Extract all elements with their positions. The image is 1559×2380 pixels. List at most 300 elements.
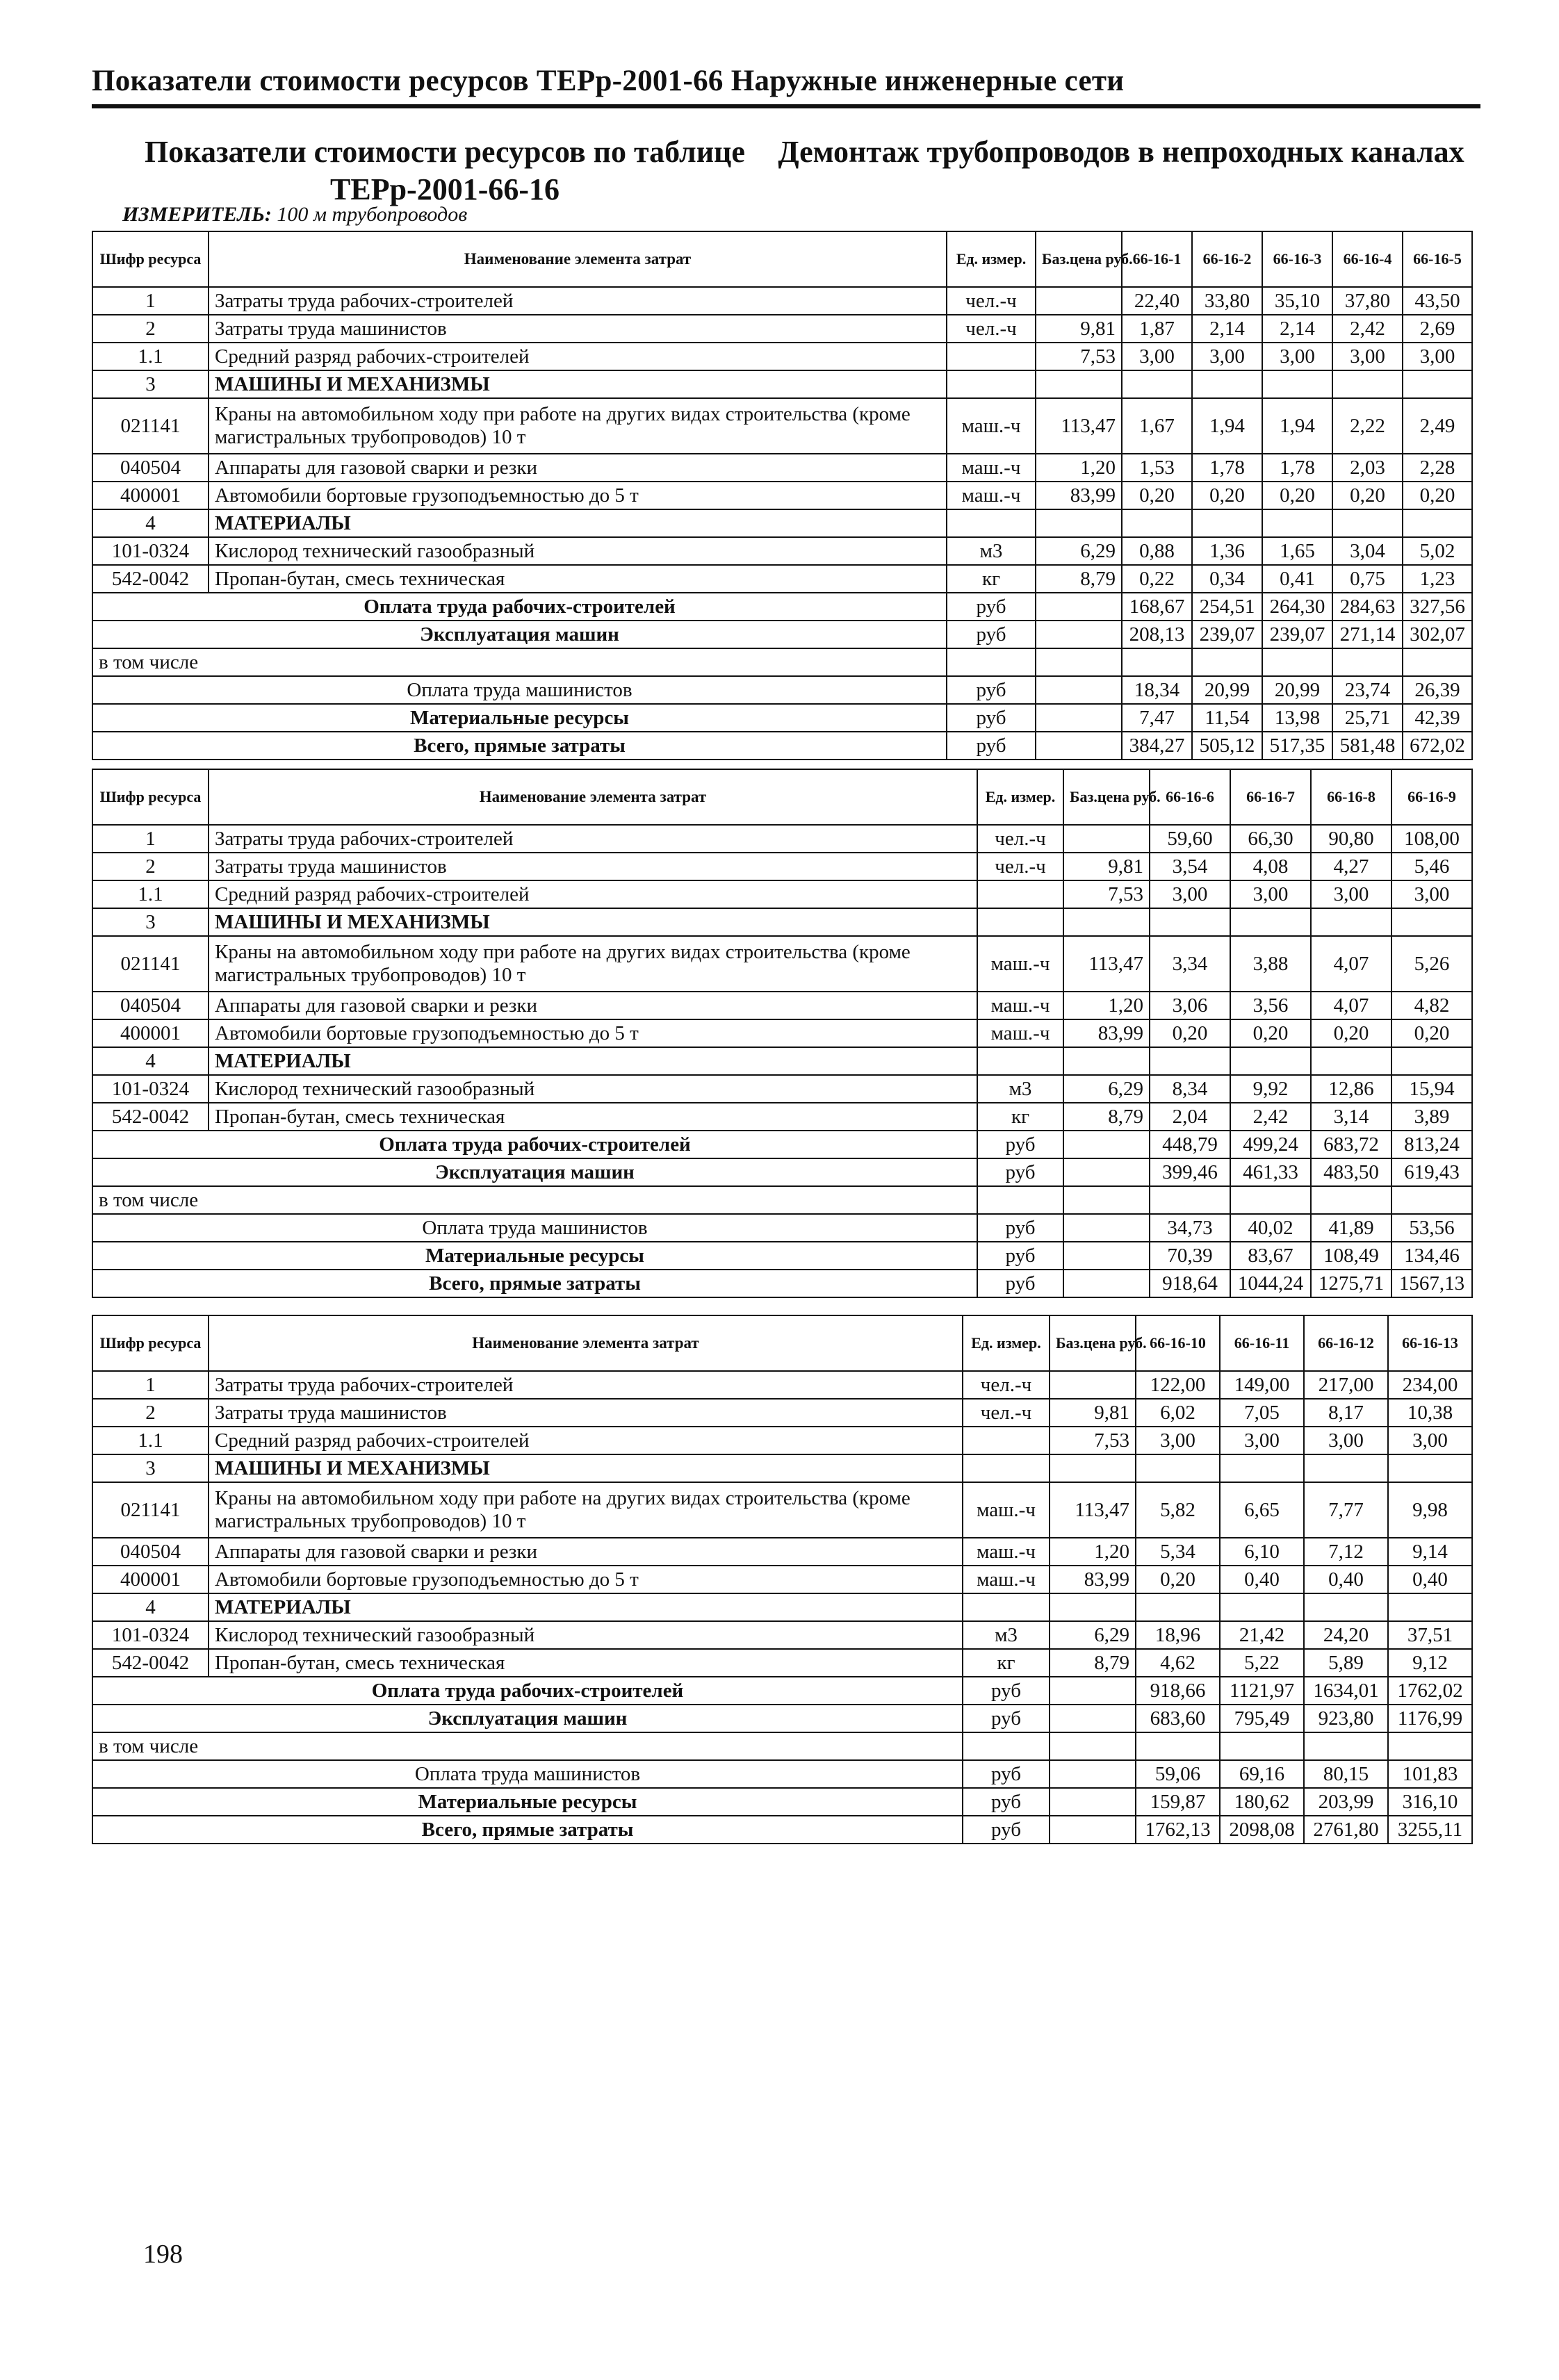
value-cell xyxy=(1403,648,1472,676)
value-cell: 3,00 xyxy=(1122,343,1192,370)
value-cell: 3,34 xyxy=(1150,936,1230,992)
value-cell: 0,20 xyxy=(1150,1019,1230,1047)
resource-table-1 xyxy=(92,231,1473,760)
summary-name: в том числе xyxy=(92,648,947,676)
summary-row xyxy=(92,593,1472,621)
unit-cell: м3 xyxy=(963,1621,1050,1649)
value-cell xyxy=(1304,1732,1388,1760)
summary-name: Всего, прямые затраты xyxy=(92,1270,977,1297)
value-cell: 264,30 xyxy=(1262,593,1332,621)
base-price-cell xyxy=(1063,1158,1150,1186)
value-cell: 3,00 xyxy=(1150,880,1230,908)
value-cell: 3,00 xyxy=(1220,1427,1304,1454)
base-price-cell xyxy=(1050,1454,1136,1482)
header-row xyxy=(92,231,1472,287)
unit-cell: чел.-ч xyxy=(977,853,1063,880)
resource-name: Аппараты для газовой сварки и резки xyxy=(209,992,977,1019)
value-cell xyxy=(1262,648,1332,676)
value-cell xyxy=(1262,370,1332,398)
value-cell: 3,00 xyxy=(1262,343,1332,370)
value-cell: 1,23 xyxy=(1403,565,1472,593)
value-cell: 9,12 xyxy=(1388,1649,1472,1677)
value-cell xyxy=(1136,1732,1220,1760)
running-header: Показатели стоимости ресурсов ТЕРр-2001-66 Наружные инженерные сети xyxy=(92,65,1125,97)
resource-name: Кислород технический газообразный xyxy=(209,537,947,565)
unit-cell xyxy=(947,370,1036,398)
value-cell: 0,88 xyxy=(1122,537,1192,565)
table-row xyxy=(92,1047,1472,1075)
table-row xyxy=(92,565,1472,593)
summary-row xyxy=(92,1270,1472,1297)
resource-name: Пропан-бутан, смесь техническая xyxy=(209,1103,977,1131)
resource-code: 3 xyxy=(92,370,209,398)
column-header-code: Шифр ресурса xyxy=(92,1315,209,1371)
unit-cell: маш.-ч xyxy=(977,1019,1063,1047)
value-cell: 7,47 xyxy=(1122,704,1192,732)
unit-cell: чел.-ч xyxy=(963,1371,1050,1399)
value-cell: 1044,24 xyxy=(1230,1270,1311,1297)
value-cell: 25,71 xyxy=(1332,704,1403,732)
summary-name: в том числе xyxy=(92,1732,963,1760)
table-title: Показатели стоимости ресурсов по таблице ТЕРр-2001-66-16 xyxy=(145,135,745,206)
value-cell xyxy=(1311,1186,1391,1214)
value-cell: 2,22 xyxy=(1332,398,1403,454)
value-cell: 918,66 xyxy=(1136,1677,1220,1705)
column-header-code: Шифр ресурса xyxy=(92,231,209,287)
value-cell: 1634,01 xyxy=(1304,1677,1388,1705)
resource-code: 040504 xyxy=(92,1538,209,1566)
value-cell: 18,34 xyxy=(1122,676,1192,704)
value-cell: 0,22 xyxy=(1122,565,1192,593)
section-title: Демонтаж трубопроводов в непроходных каналах xyxy=(778,135,1464,169)
value-cell: 3,00 xyxy=(1304,1427,1388,1454)
column-header-rate: 66-16-12 xyxy=(1304,1315,1388,1371)
value-cell: 70,39 xyxy=(1150,1242,1230,1270)
value-cell xyxy=(1150,1186,1230,1214)
value-cell: 7,05 xyxy=(1220,1399,1304,1427)
value-cell: 271,14 xyxy=(1332,621,1403,648)
unit-cell: руб xyxy=(947,621,1036,648)
summary-row xyxy=(92,1816,1472,1844)
value-cell: 20,99 xyxy=(1262,676,1332,704)
base-price-cell: 6,29 xyxy=(1050,1621,1136,1649)
value-cell: 1,78 xyxy=(1192,454,1262,482)
value-cell: 3,00 xyxy=(1192,343,1262,370)
value-cell: 7,12 xyxy=(1304,1538,1388,1566)
base-price-cell: 8,79 xyxy=(1036,565,1122,593)
resource-code: 4 xyxy=(92,509,209,537)
value-cell: 90,80 xyxy=(1311,825,1391,853)
value-cell: 8,34 xyxy=(1150,1075,1230,1103)
resource-name: Средний разряд рабочих-строителей xyxy=(209,1427,963,1454)
table-row xyxy=(92,992,1472,1019)
value-cell: 159,87 xyxy=(1136,1788,1220,1816)
summary-row xyxy=(92,732,1472,760)
summary-row xyxy=(92,1214,1472,1242)
value-cell: 795,49 xyxy=(1220,1705,1304,1732)
unit-cell: руб xyxy=(947,676,1036,704)
value-cell xyxy=(1192,370,1262,398)
value-cell: 101,83 xyxy=(1388,1760,1472,1788)
value-cell: 1,53 xyxy=(1122,454,1192,482)
base-price-cell: 113,47 xyxy=(1050,1482,1136,1538)
value-cell: 1,87 xyxy=(1122,315,1192,343)
summary-row xyxy=(92,704,1472,732)
base-price-cell: 7,53 xyxy=(1050,1427,1136,1454)
value-cell: 0,34 xyxy=(1192,565,1262,593)
value-cell: 3,00 xyxy=(1388,1427,1472,1454)
resource-code: 400001 xyxy=(92,1566,209,1593)
unit-cell: руб xyxy=(977,1242,1063,1270)
table-row xyxy=(92,370,1472,398)
value-cell: 0,20 xyxy=(1332,482,1403,509)
unit-cell: кг xyxy=(963,1649,1050,1677)
value-cell: 23,74 xyxy=(1332,676,1403,704)
value-cell: 0,75 xyxy=(1332,565,1403,593)
value-cell: 2761,80 xyxy=(1304,1816,1388,1844)
measure-value: 100 м трубопроводов xyxy=(277,203,468,226)
column-header-unit: Ед. измер. xyxy=(977,769,1063,825)
value-cell: 1762,02 xyxy=(1388,1677,1472,1705)
value-cell xyxy=(1220,1593,1304,1621)
value-cell: 22,40 xyxy=(1122,287,1192,315)
value-cell: 1,36 xyxy=(1192,537,1262,565)
resource-name: Затраты труда рабочих-строителей xyxy=(209,825,977,853)
summary-name: Оплата труда рабочих-строителей xyxy=(92,593,947,621)
value-cell xyxy=(1388,1732,1472,1760)
unit-cell xyxy=(963,1732,1050,1760)
value-cell xyxy=(1332,370,1403,398)
value-cell: 1,78 xyxy=(1262,454,1332,482)
resource-table-2 xyxy=(92,769,1473,1298)
base-price-cell: 83,99 xyxy=(1036,482,1122,509)
value-cell: 3255,11 xyxy=(1388,1816,1472,1844)
table-row xyxy=(92,825,1472,853)
value-cell xyxy=(1230,1047,1311,1075)
value-cell: 0,20 xyxy=(1403,482,1472,509)
value-cell: 217,00 xyxy=(1304,1371,1388,1399)
resource-code: 542-0042 xyxy=(92,1649,209,1677)
resource-name: МАШИНЫ И МЕХАНИЗМЫ xyxy=(209,370,947,398)
base-price-cell xyxy=(1050,1732,1136,1760)
value-cell: 0,20 xyxy=(1136,1566,1220,1593)
value-cell: 8,17 xyxy=(1304,1399,1388,1427)
value-cell: 208,13 xyxy=(1122,621,1192,648)
value-cell: 9,98 xyxy=(1388,1482,1472,1538)
value-cell: 5,34 xyxy=(1136,1538,1220,1566)
summary-row xyxy=(92,1186,1472,1214)
value-cell: 683,72 xyxy=(1311,1131,1391,1158)
value-cell: 18,96 xyxy=(1136,1621,1220,1649)
resource-name: Средний разряд рабочих-строителей xyxy=(209,880,977,908)
value-cell xyxy=(1391,1186,1472,1214)
value-cell: 37,51 xyxy=(1388,1621,1472,1649)
table-row xyxy=(92,398,1472,454)
resource-name: Автомобили бортовые грузоподъемностью до 5 т xyxy=(209,1566,963,1593)
value-cell: 1,94 xyxy=(1192,398,1262,454)
unit-cell: руб xyxy=(963,1677,1050,1705)
resource-code: 2 xyxy=(92,1399,209,1427)
value-cell: 3,88 xyxy=(1230,936,1311,992)
value-cell: 461,33 xyxy=(1230,1158,1311,1186)
summary-row xyxy=(92,1732,1472,1760)
unit-cell: руб xyxy=(947,732,1036,760)
value-cell: 6,65 xyxy=(1220,1482,1304,1538)
base-price-cell xyxy=(1063,1131,1150,1158)
base-price-cell xyxy=(1036,370,1122,398)
table-row xyxy=(92,1454,1472,1482)
value-cell: 13,98 xyxy=(1262,704,1332,732)
value-cell: 2,03 xyxy=(1332,454,1403,482)
value-cell: 20,99 xyxy=(1192,676,1262,704)
value-cell: 6,02 xyxy=(1136,1399,1220,1427)
unit-cell: кг xyxy=(947,565,1036,593)
measure-note xyxy=(122,203,467,227)
value-cell: 5,22 xyxy=(1220,1649,1304,1677)
value-cell: 0,40 xyxy=(1304,1566,1388,1593)
unit-cell xyxy=(947,343,1036,370)
value-cell: 517,35 xyxy=(1262,732,1332,760)
column-header-unit: Ед. измер. xyxy=(947,231,1036,287)
base-price-cell: 6,29 xyxy=(1036,537,1122,565)
unit-cell: руб xyxy=(947,704,1036,732)
value-cell: 24,20 xyxy=(1304,1621,1388,1649)
unit-cell: руб xyxy=(947,593,1036,621)
value-cell: 1275,71 xyxy=(1311,1270,1391,1297)
column-header-unit: Ед. измер. xyxy=(963,1315,1050,1371)
value-cell: 59,60 xyxy=(1150,825,1230,853)
base-price-cell: 8,79 xyxy=(1050,1649,1136,1677)
value-cell: 0,40 xyxy=(1220,1566,1304,1593)
value-cell: 0,20 xyxy=(1311,1019,1391,1047)
value-cell: 180,62 xyxy=(1220,1788,1304,1816)
value-cell: 284,63 xyxy=(1332,593,1403,621)
resource-code: 2 xyxy=(92,315,209,343)
resource-code: 1 xyxy=(92,287,209,315)
resource-code: 4 xyxy=(92,1593,209,1621)
column-header-name: Наименование элемента затрат xyxy=(209,769,977,825)
summary-row xyxy=(92,648,1472,676)
value-cell: 0,20 xyxy=(1391,1019,1472,1047)
value-cell xyxy=(1391,908,1472,936)
value-cell xyxy=(1304,1593,1388,1621)
value-cell: 3,06 xyxy=(1150,992,1230,1019)
base-price-cell xyxy=(1050,1705,1136,1732)
unit-cell: руб xyxy=(977,1158,1063,1186)
table-row xyxy=(92,1649,1472,1677)
base-price-cell xyxy=(1063,1270,1150,1297)
resource-name: Затраты труда машинистов xyxy=(209,315,947,343)
unit-cell: маш.-ч xyxy=(947,454,1036,482)
value-cell: 1,65 xyxy=(1262,537,1332,565)
resource-code: 542-0042 xyxy=(92,565,209,593)
value-cell: 3,54 xyxy=(1150,853,1230,880)
value-cell xyxy=(1388,1593,1472,1621)
value-cell xyxy=(1311,1047,1391,1075)
unit-cell: чел.-ч xyxy=(977,825,1063,853)
base-price-cell: 9,81 xyxy=(1063,853,1150,880)
resource-code: 021141 xyxy=(92,1482,209,1538)
value-cell: 37,80 xyxy=(1332,287,1403,315)
value-cell xyxy=(1403,370,1472,398)
value-cell: 0,20 xyxy=(1230,1019,1311,1047)
unit-cell xyxy=(963,1427,1050,1454)
column-header-rate: 66-16-13 xyxy=(1388,1315,1472,1371)
base-price-cell: 9,81 xyxy=(1050,1399,1136,1427)
summary-row xyxy=(92,1242,1472,1270)
base-price-cell xyxy=(1036,287,1122,315)
header-rule xyxy=(92,104,1480,108)
value-cell xyxy=(1220,1732,1304,1760)
resource-name: МАШИНЫ И МЕХАНИЗМЫ xyxy=(209,908,977,936)
base-price-cell xyxy=(1050,1788,1136,1816)
value-cell: 4,08 xyxy=(1230,853,1311,880)
value-cell xyxy=(1122,648,1192,676)
resource-code: 1 xyxy=(92,825,209,853)
value-cell xyxy=(1230,908,1311,936)
resource-name: Автомобили бортовые грузоподъемностью до 5 т xyxy=(209,1019,977,1047)
unit-cell: руб xyxy=(963,1788,1050,1816)
table-row xyxy=(92,482,1472,509)
base-price-cell xyxy=(1036,732,1122,760)
summary-name: Эксплуатация машин xyxy=(92,1158,977,1186)
summary-name: Оплата труда рабочих-строителей xyxy=(92,1677,963,1705)
column-header-rate: 66-16-9 xyxy=(1391,769,1472,825)
resource-code: 3 xyxy=(92,908,209,936)
resource-name: Пропан-бутан, смесь техническая xyxy=(209,1649,963,1677)
resource-name: Затраты труда рабочих-строителей xyxy=(209,1371,963,1399)
value-cell: 4,07 xyxy=(1311,992,1391,1019)
table-row xyxy=(92,1427,1472,1454)
value-cell xyxy=(1311,908,1391,936)
unit-cell xyxy=(977,908,1063,936)
unit-cell: руб xyxy=(977,1270,1063,1297)
value-cell: 0,20 xyxy=(1262,482,1332,509)
column-header-rate: 66-16-7 xyxy=(1230,769,1311,825)
value-cell: 923,80 xyxy=(1304,1705,1388,1732)
value-cell: 15,94 xyxy=(1391,1075,1472,1103)
value-cell: 33,80 xyxy=(1192,287,1262,315)
value-cell: 2,04 xyxy=(1150,1103,1230,1131)
table-row xyxy=(92,509,1472,537)
base-price-cell: 1,20 xyxy=(1050,1538,1136,1566)
resource-code: 1 xyxy=(92,1371,209,1399)
resource-name: Автомобили бортовые грузоподъемностью до 5 т xyxy=(209,482,947,509)
unit-cell: м3 xyxy=(977,1075,1063,1103)
summary-name: Материальные ресурсы xyxy=(92,1788,963,1816)
resource-name: Кислород технический газообразный xyxy=(209,1075,977,1103)
unit-cell xyxy=(947,509,1036,537)
unit-cell: маш.-ч xyxy=(947,398,1036,454)
page-number: 198 xyxy=(143,2240,183,2269)
value-cell xyxy=(1122,509,1192,537)
resource-name: Средний разряд рабочих-строителей xyxy=(209,343,947,370)
value-cell: 69,16 xyxy=(1220,1760,1304,1788)
unit-cell: чел.-ч xyxy=(963,1399,1050,1427)
value-cell: 3,04 xyxy=(1332,537,1403,565)
column-header-code: Шифр ресурса xyxy=(92,769,209,825)
value-cell: 4,07 xyxy=(1311,936,1391,992)
value-cell: 0,41 xyxy=(1262,565,1332,593)
value-cell: 619,43 xyxy=(1391,1158,1472,1186)
base-price-cell xyxy=(1036,676,1122,704)
base-price-cell: 6,29 xyxy=(1063,1075,1150,1103)
unit-cell xyxy=(977,1047,1063,1075)
unit-cell xyxy=(977,1186,1063,1214)
base-price-cell xyxy=(1050,1677,1136,1705)
value-cell: 581,48 xyxy=(1332,732,1403,760)
value-cell: 918,64 xyxy=(1150,1270,1230,1297)
value-cell: 7,77 xyxy=(1304,1482,1388,1538)
table-row xyxy=(92,537,1472,565)
value-cell: 5,82 xyxy=(1136,1482,1220,1538)
value-cell xyxy=(1332,509,1403,537)
resource-code: 1.1 xyxy=(92,880,209,908)
value-cell: 0,20 xyxy=(1192,482,1262,509)
resource-name: Аппараты для газовой сварки и резки xyxy=(209,454,947,482)
resource-name: Кислород технический газообразный xyxy=(209,1621,963,1649)
value-cell: 239,07 xyxy=(1262,621,1332,648)
value-cell: 327,56 xyxy=(1403,593,1472,621)
summary-name: Оплата труда машинистов xyxy=(92,676,947,704)
table-row xyxy=(92,853,1472,880)
value-cell: 9,14 xyxy=(1388,1538,1472,1566)
summary-row xyxy=(92,1131,1472,1158)
value-cell: 2,42 xyxy=(1332,315,1403,343)
value-cell: 21,42 xyxy=(1220,1621,1304,1649)
base-price-cell: 83,99 xyxy=(1063,1019,1150,1047)
table-row xyxy=(92,1566,1472,1593)
value-cell: 80,15 xyxy=(1304,1760,1388,1788)
base-price-cell: 9,81 xyxy=(1036,315,1122,343)
summary-row xyxy=(92,1158,1472,1186)
unit-cell: маш.-ч xyxy=(977,936,1063,992)
value-cell: 203,99 xyxy=(1304,1788,1388,1816)
summary-row xyxy=(92,1760,1472,1788)
value-cell: 3,89 xyxy=(1391,1103,1472,1131)
resource-code: 4 xyxy=(92,1047,209,1075)
table-row xyxy=(92,315,1472,343)
resource-name: МАТЕРИАЛЫ xyxy=(209,1047,977,1075)
value-cell xyxy=(1220,1454,1304,1482)
resource-code: 400001 xyxy=(92,482,209,509)
value-cell xyxy=(1192,509,1262,537)
value-cell: 134,46 xyxy=(1391,1242,1472,1270)
unit-cell xyxy=(977,880,1063,908)
value-cell xyxy=(1262,509,1332,537)
value-cell: 2,14 xyxy=(1262,315,1332,343)
header-row xyxy=(92,769,1472,825)
value-cell: 1121,97 xyxy=(1220,1677,1304,1705)
resource-code: 021141 xyxy=(92,398,209,454)
base-price-cell: 7,53 xyxy=(1063,880,1150,908)
summary-row xyxy=(92,1705,1472,1732)
value-cell: 168,67 xyxy=(1122,593,1192,621)
base-price-cell xyxy=(1036,593,1122,621)
column-header-base-price: Баз.цена руб. xyxy=(1050,1315,1136,1371)
value-cell: 254,51 xyxy=(1192,593,1262,621)
value-cell: 34,73 xyxy=(1150,1214,1230,1242)
value-cell: 1176,99 xyxy=(1388,1705,1472,1732)
column-header-base-price: Баз.цена руб. xyxy=(1036,231,1122,287)
value-cell: 0,20 xyxy=(1122,482,1192,509)
unit-cell: маш.-ч xyxy=(963,1482,1050,1538)
column-header-rate: 66-16-5 xyxy=(1403,231,1472,287)
measure-label: ИЗМЕРИТЕЛЬ: xyxy=(122,203,272,226)
value-cell: 316,10 xyxy=(1388,1788,1472,1816)
base-price-cell: 1,20 xyxy=(1063,992,1150,1019)
value-cell: 108,49 xyxy=(1311,1242,1391,1270)
